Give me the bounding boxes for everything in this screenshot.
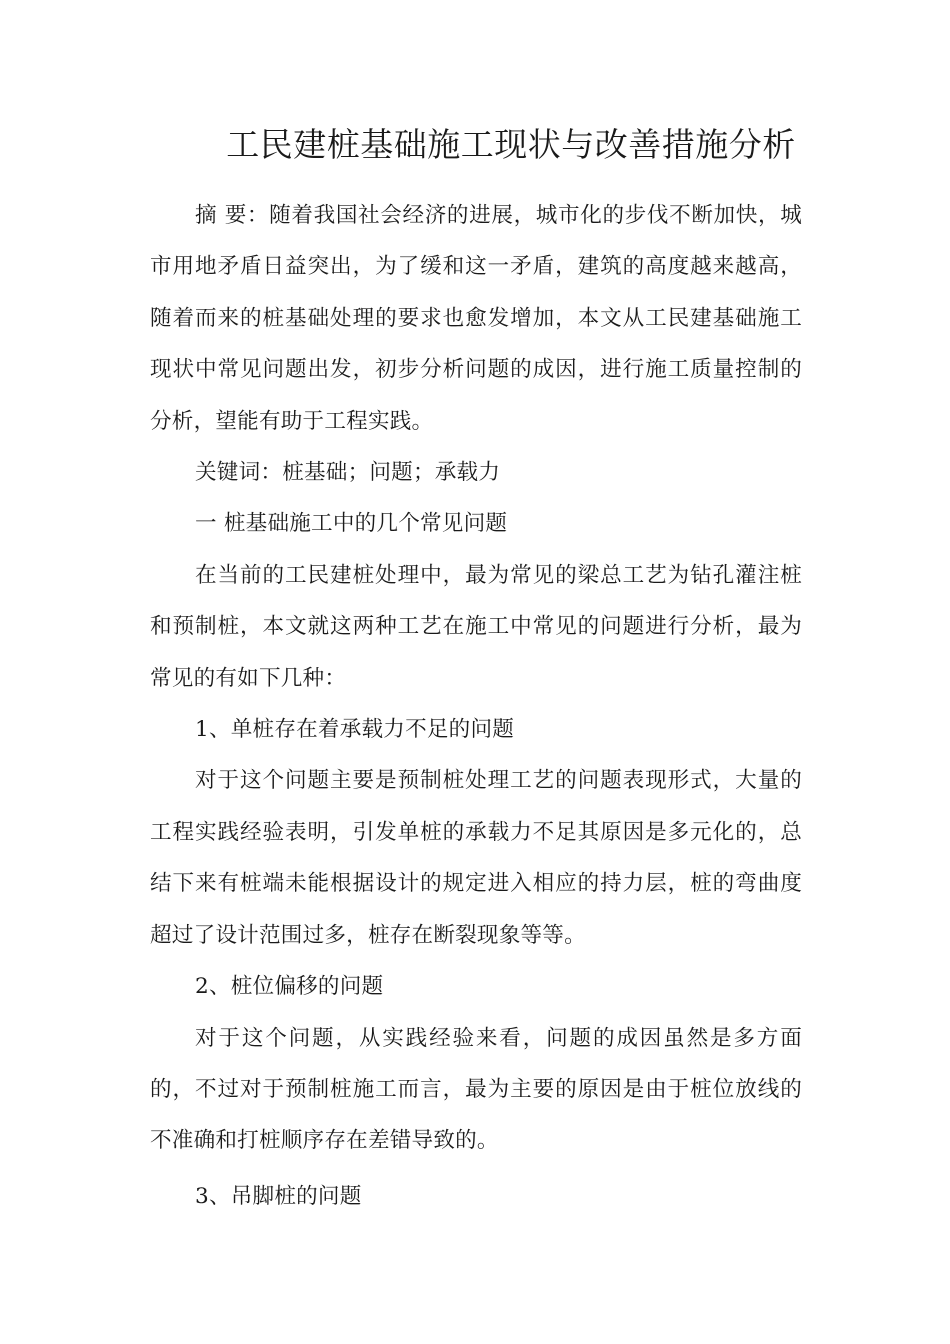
document-title: 工民建桩基础施工现状与改善措施分析 [226,125,796,164]
document-body [150,190,802,1222]
section-heading: 一 桩基础施工中的几个常见问题 [195,511,508,537]
item2-heading: 2、桩位偏移的问题 [195,974,384,1000]
item1-heading: 1、单桩存在着承载力不足的问题 [195,717,515,743]
abstract-label: 摘 要： [195,203,270,228]
item3-heading: 3、吊脚桩的问题 [195,1183,362,1209]
item1-paragraph: 对于这个问题主要是预制桩处理工艺的问题表现形式，大量的工程实践经验表明，引发单桩的承载力不足其原因是多元化的，总结下来有桩端未能根据设计的规定进入相应的持力层，桩的弯曲度超过了设计范围过多，桩存在断裂现象等等。 [150,768,802,948]
keywords-label: 关键词： [195,460,283,486]
abstract-paragraph [150,190,802,447]
keywords-paragraph [150,447,802,498]
abstract-text: 随着我国社会经济的进展，城市化的步伐不断加快，城市用地矛盾日益突出，为了缓和这一矛盾，建筑的高度越来越高，随着而来的桩基础处理的要求也愈发增加，本文从工民建基础施工现状中常见问题出发，初步分析问题的成因，进行施工质量控制的分析，望能有助于工程实践。 [150,203,802,434]
section-intro-paragraph: 在当前的工民建桩处理中，最为常见的梁总工艺为钻孔灌注桩和预制桩，本文就这两种工艺在施工中常见的问题进行分析，最为常见的有如下几种： [150,562,802,691]
item2-paragraph: 对于这个问题，从实践经验来看，问题的成因虽然是多方面的，不过对于预制桩施工而言，最为主要的原因是由于桩位放线的不准确和打桩顺序存在差错导致的。 [150,1025,802,1154]
keywords-text: 桩基础；问题；承载力 [282,460,501,486]
